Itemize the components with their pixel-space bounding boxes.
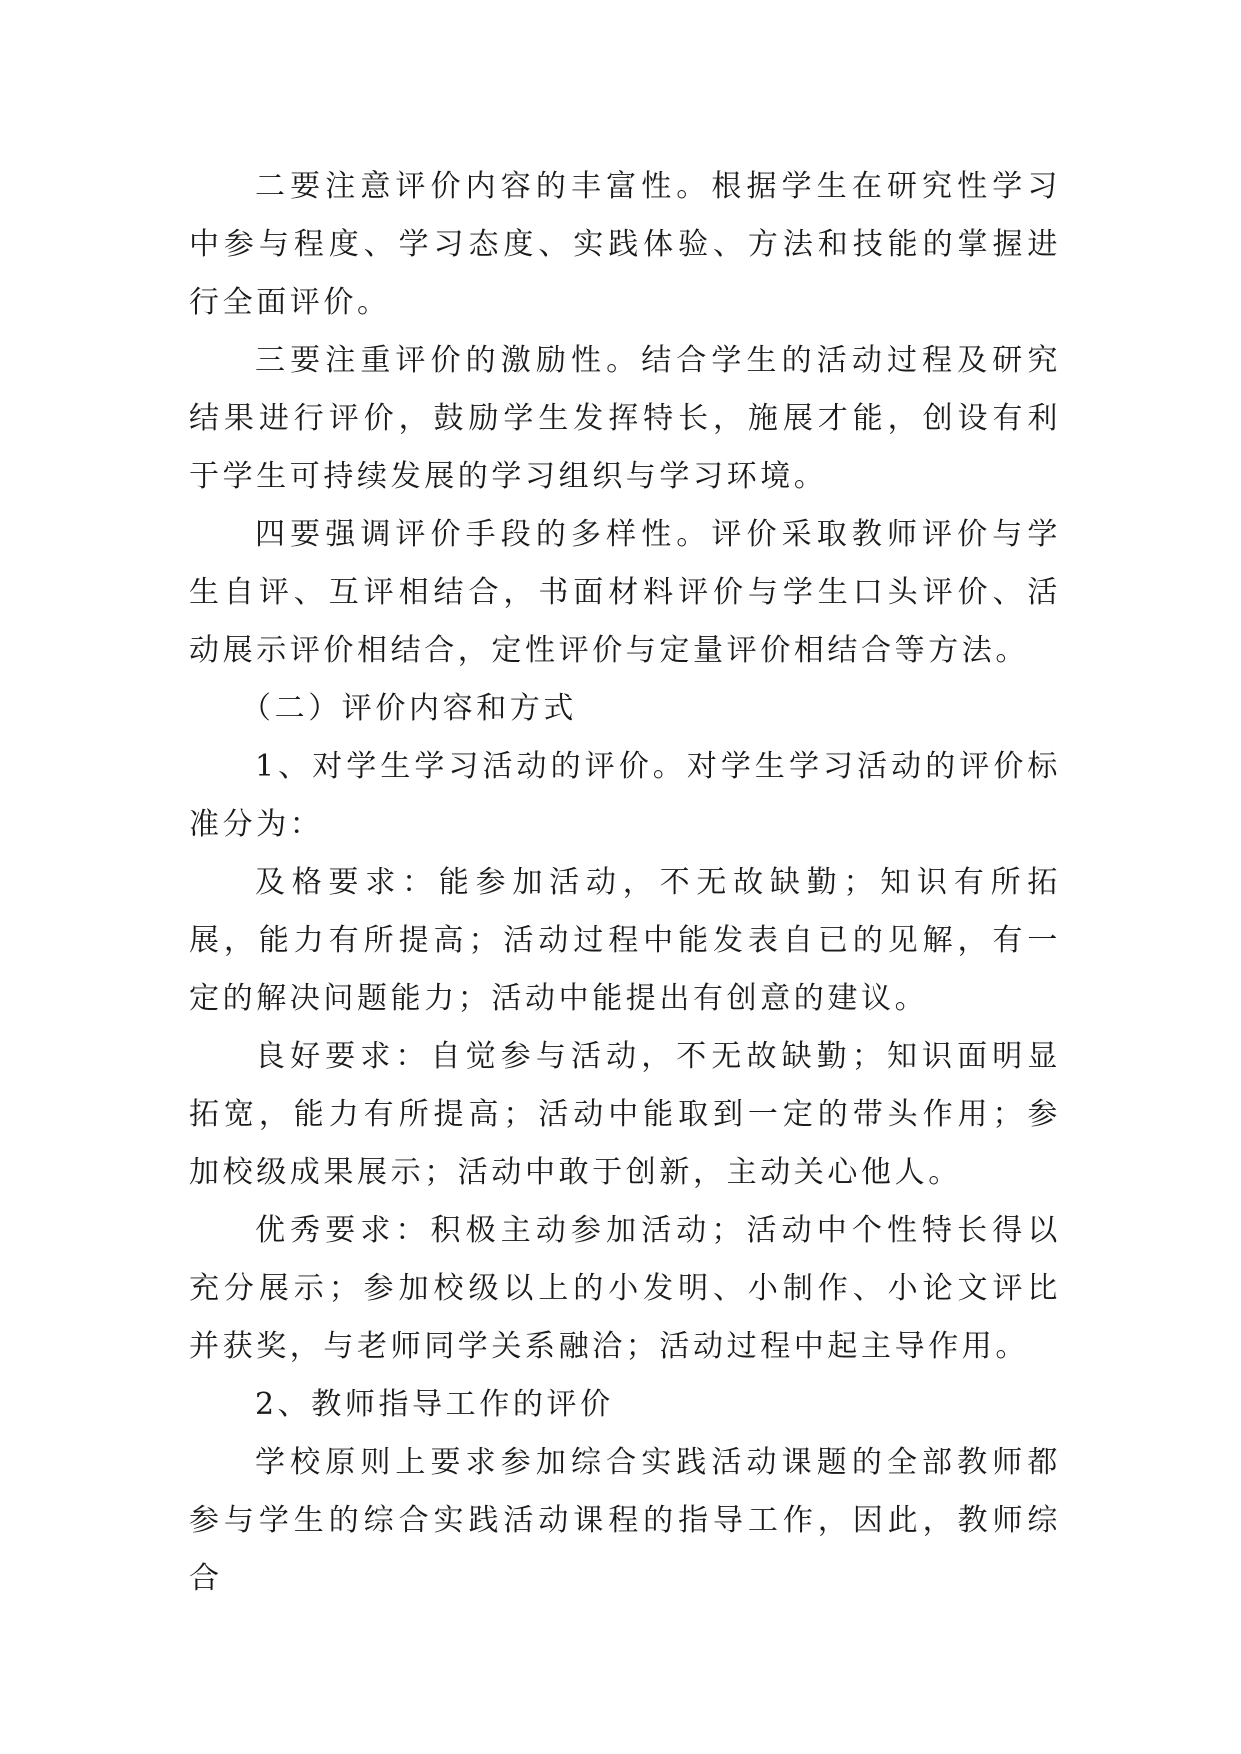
paragraph-evaluation-diversity: 四要强调评价手段的多样性。评价采取教师评价与学生自评、互评相结合，书面材料评价与学生口头评价、活动展示评价相结合，定性评价与定量评价相结合等方法。: [189, 517, 1061, 668]
paragraph-pass-requirement: 及格要求：能参加活动，不无故缺勤；知识有所拓展，能力有所提高；活动过程中能发表自已的见解，有一定的解决问题能力；活动中能提出有创意的建议。: [189, 865, 1061, 1016]
paragraph-good-requirement: 良好要求：自觉参与活动，不无故缺勤；知识面明显拓宽，能力有所提高；活动中能取到一定的带头作用；参加校级成果展示；活动中敢于创新，主动关心他人。: [189, 1039, 1061, 1190]
subheading-teacher-guidance-evaluation: 2、教师指导工作的评价: [255, 1387, 614, 1422]
document-body: [189, 158, 1061, 1608]
paragraph-content-richness: 二要注意评价内容的丰富性。根据学生在研究性学习中参与程度、学习态度、实践体验、方法和技能的掌握进行全面评价。: [189, 169, 1061, 320]
section-heading-content-and-method: （二）评价内容和方式: [241, 691, 577, 726]
paragraph-evaluation-incentive: 三要注重评价的激励性。结合学生的活动过程及研究结果进行评价，鼓励学生发挥特长，施展才能，创设有利于学生可持续发展的学习组织与学习环境。: [189, 343, 1061, 494]
paragraph-teacher-guidance: 学校原则上要求参加综合实践活动课题的全部教师都参与学生的综合实践活动课程的指导工作，因此，教师综合: [189, 1445, 1061, 1596]
paragraph-excellent-requirement: 优秀要求：积极主动参加活动；活动中个性特长得以充分展示；参加校级以上的小发明、小制作、小论文评比并获奖，与老师同学关系融洽；活动过程中起主导作用。: [189, 1213, 1061, 1364]
paragraph-student-activity-evaluation: 1、对学生学习活动的评价。对学生学习活动的评价标准分为：: [189, 749, 1061, 842]
